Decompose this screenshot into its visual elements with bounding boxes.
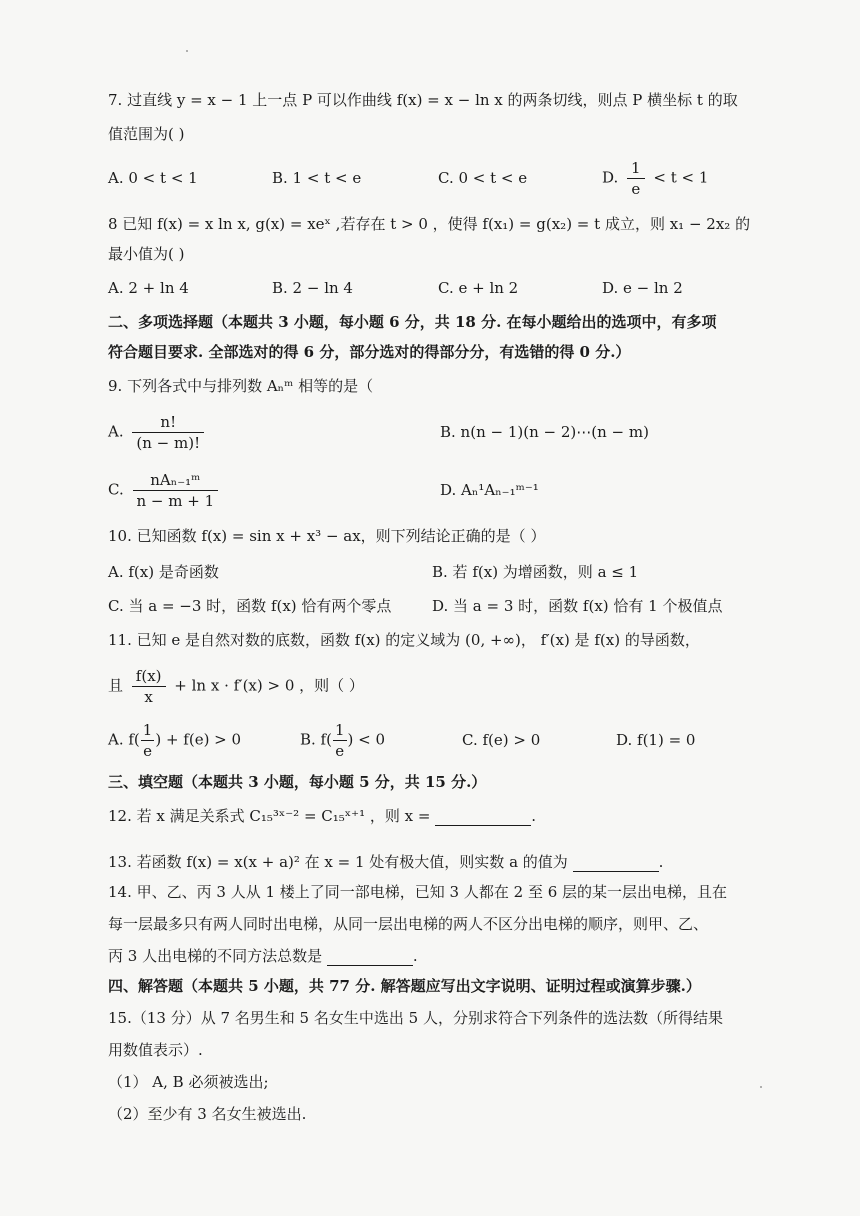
q11-option-b-label: B. f( — [300, 730, 332, 749]
section3-heading: 三、填空题（本题共 3 小题，每小题 5 分，共 15 分.） — [108, 773, 487, 791]
q11-option-a-rest: ) + f(e) > 0 — [155, 730, 242, 749]
q12-answer-blank[interactable] — [435, 809, 531, 826]
scan-speck — [186, 50, 188, 52]
q7-option-d-num: 1 — [627, 158, 645, 179]
q14-line3 — [108, 946, 418, 966]
q7-option-d — [602, 158, 708, 199]
q8-option-b: B. 2 − ln 4 — [272, 279, 353, 297]
q13-end: . — [658, 853, 664, 871]
q8-option-d: D. e − ln 2 — [602, 279, 683, 297]
scan-speck — [760, 1086, 762, 1088]
q9-option-a-label: A. — [108, 422, 124, 441]
q11-option-b-fraction — [333, 720, 347, 761]
q9-option-a-den: (n − m)! — [136, 434, 201, 452]
q12-end: . — [531, 807, 536, 825]
q11-line2-fraction — [132, 666, 166, 707]
q10-option-c: C. 当 a = −3 时，函数 f(x) 恰有两个零点 — [108, 597, 392, 615]
q9-option-a — [108, 412, 208, 453]
q15-line1: 15.（13 分）从 7 名男生和 5 名女生中选出 5 人，分别求符合下列条件的选法数（所得结果 — [108, 1009, 723, 1027]
q11-line2-den: x — [144, 688, 153, 706]
q9-option-c-num: nAₙ₋₁ᵐ — [133, 470, 219, 491]
q9-stem: 9. 下列各式中与排列数 Aₙᵐ 相等的是（ — [108, 377, 374, 395]
q7-option-d-den: e — [631, 180, 641, 198]
q7-option-d-rest: < t < 1 — [653, 168, 709, 187]
q9-option-a-fraction — [132, 412, 204, 453]
q15-part2: （2）至少有 3 名女生被选出. — [108, 1105, 307, 1123]
q14-line2: 每一层最多只有两人同时出电梯，从同一层出电梯的两人不区分出电梯的顺序，则甲、乙、 — [108, 915, 709, 933]
q13 — [108, 852, 663, 872]
q10-option-d: D. 当 a = 3 时，函数 f(x) 恰有 1 个极值点 — [432, 597, 723, 615]
q9-option-c-den: n − m + 1 — [136, 492, 215, 510]
q13-text: 13. 若函数 f(x) = x(x + a)² 在 x = 1 处有极大值，则实数 a 的值为 — [108, 853, 568, 871]
q9-option-a-num: n! — [132, 412, 204, 433]
q11-option-a-label: A. f( — [108, 730, 140, 749]
q7-option-b: B. 1 < t < e — [272, 169, 362, 187]
q14-answer-blank[interactable] — [327, 949, 413, 966]
q7-option-d-label: D. — [602, 168, 619, 187]
q14-line1: 14. 甲、乙、丙 3 人从 1 楼上了同一部电梯，已知 3 人都在 2 至 6 层的某一层出电梯，且在 — [108, 883, 728, 901]
section2-line1: 二、多项选择题（本题共 3 小题，每小题 6 分，共 18 分. 在每小题给出的选项中，有多项 — [108, 313, 717, 331]
q12-text: 12. 若 x 满足关系式 C₁₅³ˣ⁻² = C₁₅ˣ⁺¹ ，则 x = — [108, 807, 431, 825]
q10-stem: 10. 已知函数 f(x) = sin x + x³ − ax，则下列结论正确的是（ ） — [108, 527, 546, 545]
q11-option-a-num: 1 — [142, 721, 153, 739]
q7-line2: 值范围为( ) — [108, 125, 185, 143]
q8-line1: 8 已知 f(x) = x ln x, g(x) = xeˣ ,若存在 t > 0 ，使得 f(x₁) = g(x₂) = t 成立，则 x₁ − 2x₂ 的 — [108, 215, 751, 233]
q9-option-c — [108, 470, 222, 511]
q11-option-b — [300, 720, 385, 761]
q12 — [108, 806, 536, 826]
q14-end: . — [412, 947, 418, 965]
q7-option-c: C. 0 < t < e — [438, 169, 528, 187]
q11-option-a — [108, 720, 241, 761]
q10-option-b: B. 若 f(x) 为增函数，则 a ≤ 1 — [432, 563, 639, 581]
q7-line1: 7. 过直线 y = x − 1 上一点 P 可以作曲线 f(x) = x − ln x 的两条切线，则点 P 横坐标 t 的取 — [108, 91, 738, 109]
q11-option-a-den: e — [143, 742, 152, 760]
q9-option-c-fraction — [133, 470, 219, 511]
q11-option-b-den: e — [335, 742, 345, 760]
q9-option-c-label: C. — [108, 480, 124, 499]
q8-option-c: C. e + ln 2 — [438, 279, 519, 297]
q8-option-a: A. 2 + ln 4 — [108, 279, 189, 297]
q15-line2: 用数值表示）. — [108, 1041, 203, 1059]
q7-option-d-fraction — [627, 158, 645, 199]
q14-line3-text: 丙 3 人出电梯的不同方法总数是 — [108, 947, 323, 965]
q11-option-a-fraction — [141, 720, 155, 761]
section4-heading: 四、解答题（本题共 5 小题，共 77 分. 解答题应写出文字说明、证明过程或演算步骤.） — [108, 977, 701, 995]
q11-line2-num: f(x) — [132, 666, 166, 687]
q7-option-a: A. 0 < t < 1 — [108, 169, 198, 187]
q9-option-b: B. n(n − 1)(n − 2)⋯(n − m) — [440, 423, 649, 441]
q11-option-d: D. f(1) = 0 — [616, 731, 696, 749]
q11-line2 — [108, 666, 364, 707]
q11-option-b-num: 1 — [334, 721, 345, 739]
q11-line2-suffix: + ln x · f′(x) > 0 ，则（ ） — [174, 676, 364, 695]
q11-option-c: C. f(e) > 0 — [462, 731, 541, 749]
q10-option-a: A. f(x) 是奇函数 — [108, 563, 219, 581]
q8-line2: 最小值为( ) — [108, 245, 185, 263]
q11-line2-prefix: 且 — [108, 676, 124, 695]
q9-option-d: D. Aₙ¹Aₙ₋₁ᵐ⁻¹ — [440, 481, 539, 499]
section2-line2: 符合题目要求. 全部选对的得 6 分，部分选对的得部分分，有选错的得 0 分.） — [108, 343, 631, 361]
q13-answer-blank[interactable] — [573, 855, 659, 872]
q11-line1: 11. 已知 e 是自然对数的底数，函数 f(x) 的定义域为 (0, +∞)， f′(x) 是 f(x) 的导函数， — [108, 631, 700, 649]
q11-option-b-rest: ) < 0 — [347, 730, 386, 749]
q15-part1: （1） A, B 必须被选出; — [108, 1073, 269, 1091]
